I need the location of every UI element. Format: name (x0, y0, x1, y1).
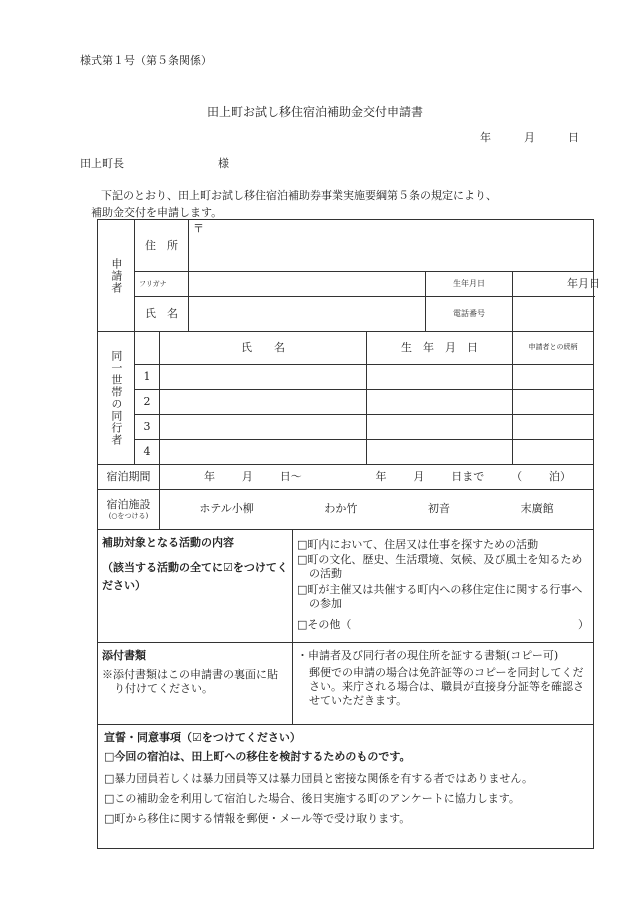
facility-option[interactable]: ホテル小柳 (199, 502, 254, 516)
intro-text-line1: 下記のとおり、田上町お試し移住宿泊補助券事業実施要綱第５条の規定により、 (101, 189, 497, 202)
address-label: 住 所 (135, 220, 189, 272)
stay-period-label: 宿泊期間 (98, 464, 160, 489)
household-relation-cell[interactable] (513, 414, 594, 439)
household-row-number: 1 (135, 364, 160, 389)
oath-checkbox-antisocial[interactable]: □暴力団員若しくは暴力団員等又は暴力団員と密接な関係を有する者ではありません。 (104, 772, 534, 785)
activity-options (293, 529, 594, 642)
oath-cell (98, 724, 594, 848)
attachment-label-cell (98, 642, 293, 724)
to-year: 年 (375, 469, 387, 483)
facility-option[interactable]: わか竹 (324, 502, 358, 516)
attachment-document: ・申請者及び同行者の現住所を証する書類(コピー可) (297, 648, 559, 662)
facility-options (160, 489, 594, 529)
activity-label-cell (98, 529, 293, 642)
date-year-label: 年 (480, 131, 491, 144)
from-year: 年 (204, 469, 215, 483)
facility-label-cell (98, 489, 160, 529)
activity-instruction: （該当する活動の全てに☑をつけてください） (102, 561, 288, 592)
activity-option-culture[interactable]: □町の文化、歴史、生活環境、気候、及び風土を知るための活動 (297, 553, 583, 580)
furigana-field[interactable] (189, 272, 426, 297)
from-month: 月 (241, 469, 253, 483)
attachment-detail-cell (293, 642, 594, 724)
household-section-label: 同一世帯の同行者 (98, 332, 135, 465)
activity-option-event[interactable]: □町が主催又は共催する町内への移住定住に関する行事への参加 (297, 582, 583, 610)
name-label: 氏 名 (135, 297, 189, 332)
postal-mark: 〒 (193, 222, 204, 235)
facility-note: (○をつける) (108, 511, 149, 520)
household-birth-cell[interactable] (367, 439, 513, 464)
household-name-cell[interactable] (160, 389, 367, 414)
oath-checkbox-survey[interactable]: □この補助金を利用して宿泊した場合、後日実施する町のアンケートに協力します。 (104, 791, 520, 805)
household-relation-header: 申請者との続柄 (513, 332, 594, 365)
activity-other-close: ） (578, 618, 589, 632)
household-number-header (135, 332, 160, 365)
household-row-number: 3 (135, 414, 160, 439)
oath-checkbox-info[interactable]: □町から移住に関する情報を郵便・メール等で受け取ります。 (104, 811, 411, 825)
facility-option[interactable]: 末廣館 (520, 502, 554, 516)
nights-open: （ (511, 469, 523, 483)
furigana-label: フリガナ (135, 272, 189, 297)
attachment-note: ※添付書類はこの申請書の裏面に貼り付けてください。 (102, 668, 278, 695)
to-day: 日まで (451, 469, 485, 483)
birth-day: 日 (589, 277, 600, 291)
attachment-detail: 郵便での申請の場合は免許証等のコピーを同封してください。来庁される場合は、職員が直接身分証等を確認させていただきます。 (309, 666, 584, 707)
activity-option-housing-job[interactable]: □町内において、住居又は仕事を探すための活動 (297, 537, 539, 551)
page-title: 田上町お試し移住宿泊補助金交付申請書 (206, 105, 423, 119)
nights-close: 泊） (549, 469, 571, 483)
oath-title: 宣誓・同意事項（☑をつけてください） (104, 730, 301, 744)
household-relation-cell[interactable] (513, 389, 594, 414)
attachment-title: 添付書類 (102, 648, 146, 662)
application-form-table (97, 219, 600, 849)
stay-period-field[interactable] (160, 464, 594, 489)
household-name-cell[interactable] (160, 414, 367, 439)
date-day-label: 日 (568, 131, 579, 144)
household-birth-cell[interactable] (367, 389, 513, 414)
address-field[interactable] (189, 220, 594, 272)
household-relation-cell[interactable] (513, 439, 594, 464)
birth-year: 年 (567, 277, 578, 291)
birth-date-field[interactable] (513, 272, 600, 297)
household-birth-cell[interactable] (367, 414, 513, 439)
intro-text-line2: 補助金交付を申請します。 (91, 206, 223, 219)
birth-date-label: 生年月日 (426, 272, 513, 297)
household-birth-cell[interactable] (367, 364, 513, 389)
phone-field[interactable] (513, 297, 594, 332)
household-name-header: 氏 名 (160, 332, 367, 365)
household-name-cell[interactable] (160, 439, 367, 464)
household-relation-cell[interactable] (513, 364, 594, 389)
addressee: 田上町長 (80, 157, 124, 170)
form-number: 様式第１号（第５条関係） (80, 54, 212, 67)
phone-label: 電話番号 (426, 297, 513, 332)
honorific: 様 (218, 157, 229, 170)
activity-title: 補助対象となる活動の内容 (102, 535, 234, 549)
to-month: 月 (413, 469, 425, 483)
applicant-section-label: 申請者 (98, 220, 135, 332)
household-birth-header: 生 年 月 日 (367, 332, 513, 365)
household-name-cell[interactable] (160, 364, 367, 389)
name-field[interactable] (189, 297, 426, 332)
application-date (480, 129, 579, 145)
birth-month: 月 (578, 277, 589, 291)
date-month-label: 月 (524, 131, 535, 144)
household-row-number: 4 (135, 439, 160, 464)
facility-label: 宿泊施設 (106, 497, 151, 511)
activity-option-other[interactable]: □その他（ (297, 618, 352, 632)
facility-option[interactable]: 初音 (428, 502, 451, 516)
from-day: 日～ (279, 469, 302, 483)
oath-main-checkbox[interactable]: □今回の宿泊は、田上町への移住を検討するためのものです。 (104, 750, 411, 764)
household-row-number: 2 (135, 389, 160, 414)
